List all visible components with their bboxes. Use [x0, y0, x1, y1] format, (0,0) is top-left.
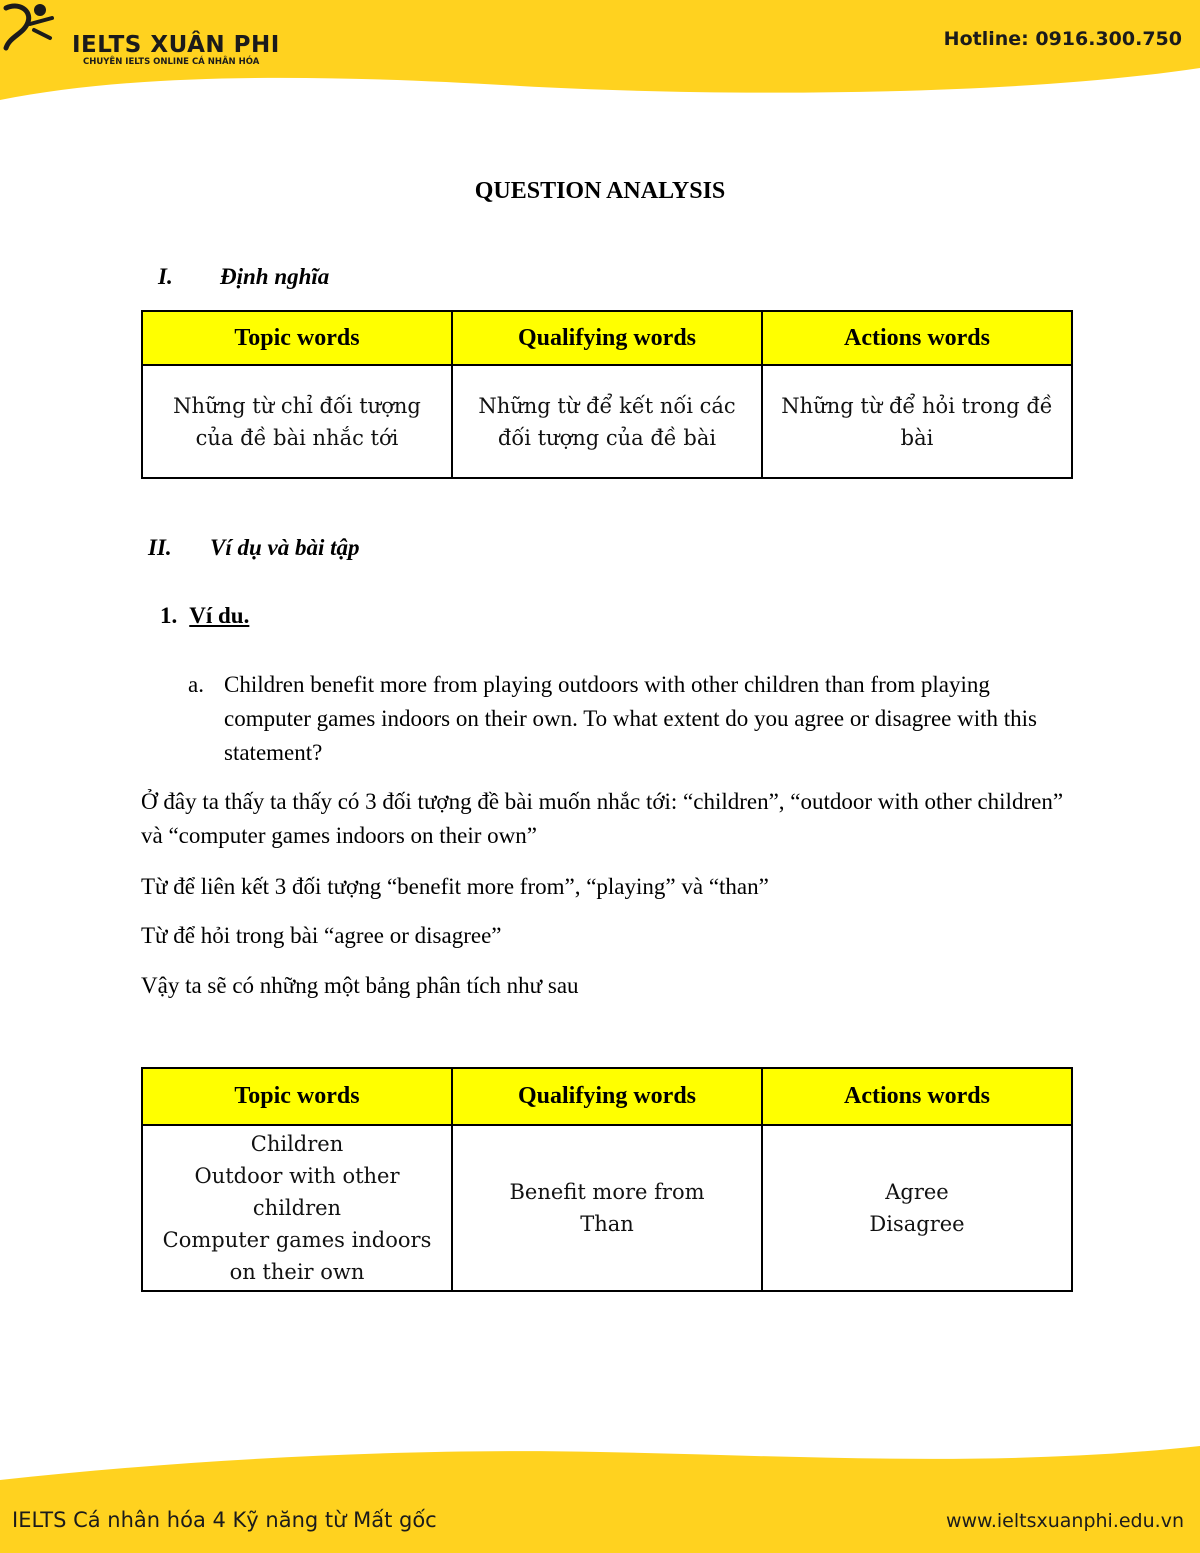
table-row	[142, 1125, 1072, 1291]
cell-line: Benefit more from	[509, 1180, 705, 1204]
brand-name: IELTS XUÂN PHI	[72, 32, 280, 58]
example-question	[188, 668, 1068, 770]
section-2-title: Ví dụ và bài tập	[210, 535, 360, 560]
cell-line: Outdoor with other	[194, 1164, 400, 1188]
footer-website-link[interactable]: www.ieltsxuanphi.edu.vn	[945, 1510, 1184, 1532]
cell-line: bài	[900, 425, 934, 450]
cell-line: Children	[250, 1132, 344, 1156]
example-marker: a.	[188, 672, 204, 697]
cell-line: của đề bài nhắc tới	[195, 425, 399, 450]
header-topic-words: Topic words	[142, 311, 452, 365]
example-text: Children benefit more from playing outdoors with other children than from playing computer games indoors on their own. To what extent do you agree or disagree with this statement?	[224, 672, 1037, 765]
cell-line: Những từ để hỏi trong đề	[781, 393, 1053, 418]
header-actions-words: Actions words	[762, 1068, 1072, 1125]
document-title: QUESTION ANALYSIS	[474, 178, 726, 204]
cell-qualifying-words	[452, 1125, 762, 1291]
cell-line: Disagree	[869, 1212, 965, 1236]
cell-topic-definition	[142, 365, 452, 478]
header-topic-words: Topic words	[142, 1068, 452, 1125]
table-header-row	[142, 1068, 1072, 1125]
header-actions-words: Actions words	[762, 311, 1072, 365]
subsection-1-number: 1.	[160, 603, 178, 628]
cell-line: đối tượng của đề bài	[497, 425, 717, 450]
footer-slogan: IELTS Cá nhân hóa 4 Kỹ năng từ Mất gốc	[12, 1508, 437, 1532]
paragraph-qualifying: Từ để liên kết 3 đối tượng “benefit more from”, “playing” và “than”	[141, 874, 769, 899]
section-1-heading	[158, 264, 329, 290]
cell-qualifying-definition	[452, 365, 762, 478]
cell-line: Computer games indoors	[162, 1228, 432, 1252]
section-1-title: Định nghĩa	[220, 264, 330, 289]
subsection-1-title: Ví du.	[189, 603, 250, 628]
cell-line: on their own	[229, 1260, 365, 1284]
runner-logo-icon	[0, 0, 60, 56]
hotline: Hotline: 0916.300.750	[943, 28, 1182, 50]
cell-line: Những từ để kết nối các	[478, 393, 736, 418]
cell-line: Agree	[885, 1180, 949, 1204]
cell-line: Những từ chỉ đối tượng	[173, 393, 421, 418]
section-2-heading	[148, 535, 360, 561]
brand-tagline: CHUYÊN IELTS ONLINE CÁ NHÂN HÓA	[83, 57, 260, 67]
cell-line: Than	[580, 1212, 634, 1236]
page-footer	[0, 1440, 1200, 1553]
page-header	[0, 0, 1200, 110]
table-header-row	[142, 311, 1072, 365]
cell-topic-words	[142, 1125, 452, 1291]
definition-table	[141, 310, 1073, 479]
cell-line: children	[252, 1196, 342, 1220]
header-qualifying-words: Qualifying words	[452, 311, 762, 365]
cell-actions-words	[762, 1125, 1072, 1291]
footer-wave-band	[0, 1440, 1200, 1553]
subsection-1-heading	[160, 603, 249, 629]
section-1-number: I.	[158, 264, 173, 289]
analysis-table	[141, 1067, 1073, 1292]
section-2-number: II.	[148, 535, 172, 560]
header-qualifying-words: Qualifying words	[452, 1068, 762, 1125]
paragraph-actions: Từ để hỏi trong bài “agree or disagree”	[141, 923, 502, 948]
cell-actions-definition	[762, 365, 1072, 478]
table-row	[142, 365, 1072, 478]
paragraph-summary: Vậy ta sẽ có những một bảng phân tích như sau	[141, 973, 579, 998]
paragraph-topic-objects: Ở đây ta thấy ta thấy có 3 đối tượng đề bài muốn nhắc tới: “children”, “outdoor with other children” và “computer games indoors on their own”	[141, 789, 1064, 848]
